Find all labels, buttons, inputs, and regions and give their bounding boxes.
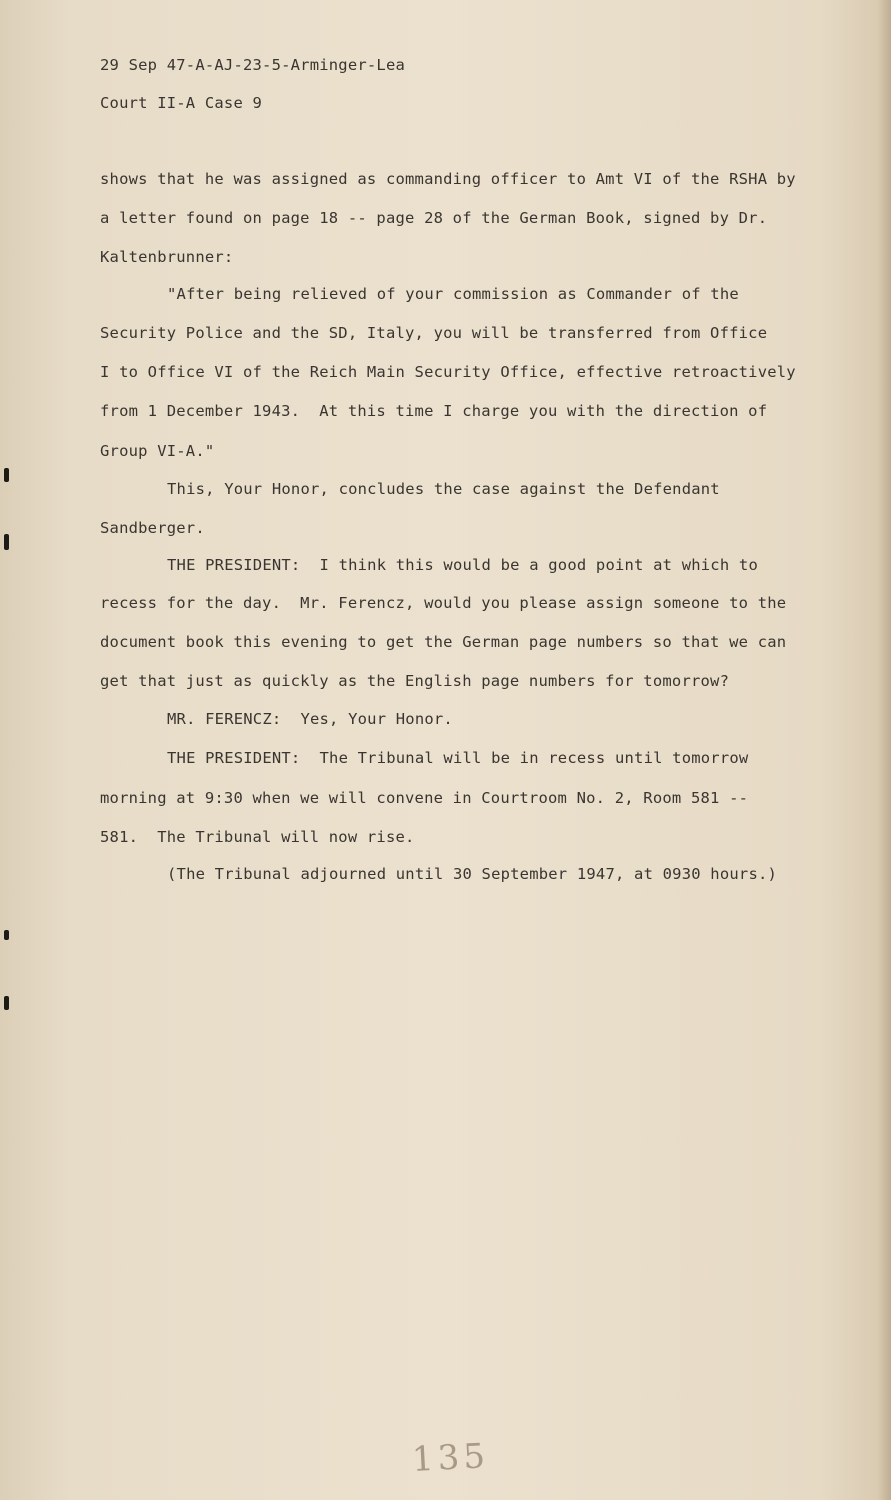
quote-line: "After being relieved of your commission as Commander of the	[167, 285, 739, 303]
president-statement-line: morning at 9:30 when we will convene in Courtroom No. 2, Room 581 --	[100, 789, 749, 807]
conclusion-line: This, Your Honor, concludes the case against the Defendant	[167, 480, 720, 498]
quote-line: I to Office VI of the Reich Main Security Office, effective retroactively	[100, 363, 796, 381]
president-statement-line: document book this evening to get the German page numbers so that we can	[100, 633, 787, 651]
header-line-2: Court II-A Case 9	[100, 94, 263, 112]
body-line: Kaltenbrunner:	[100, 248, 234, 266]
quote-line: from 1 December 1943. At this time I charge you with the direction of	[100, 402, 768, 420]
body-line: shows that he was assigned as commanding officer to Amt VI of the RSHA by	[100, 170, 796, 188]
president-statement-line: get that just as quickly as the English page numbers for tomorrow?	[100, 672, 730, 690]
binding-mark	[4, 468, 9, 482]
handwritten-page-number: 135	[411, 1436, 490, 1480]
header-line-1: 29 Sep 47-A-AJ-23-5-Arminger-Lea	[100, 56, 406, 74]
president-statement-line: THE PRESIDENT: I think this would be a good point at which to	[167, 556, 758, 574]
binding-mark	[4, 534, 9, 550]
binding-mark	[4, 996, 9, 1010]
quote-line: Security Police and the SD, Italy, you will be transferred from Office	[100, 324, 768, 342]
binding-mark	[4, 930, 9, 940]
president-statement-line: THE PRESIDENT: The Tribunal will be in recess until tomorrow	[167, 749, 749, 767]
president-statement-line: 581. The Tribunal will now rise.	[100, 828, 415, 846]
conclusion-line: Sandberger.	[100, 519, 205, 537]
body-line: a letter found on page 18 -- page 28 of the German Book, signed by Dr.	[100, 209, 768, 227]
ferencz-reply: MR. FERENCZ: Yes, Your Honor.	[167, 710, 453, 728]
page-edge-shadow	[877, 0, 891, 1500]
adjournment-note: (The Tribunal adjourned until 30 September 1947, at 0930 hours.)	[167, 865, 778, 883]
president-statement-line: recess for the day. Mr. Ferencz, would you please assign someone to the	[100, 594, 787, 612]
quote-line: Group VI-A."	[100, 442, 215, 460]
